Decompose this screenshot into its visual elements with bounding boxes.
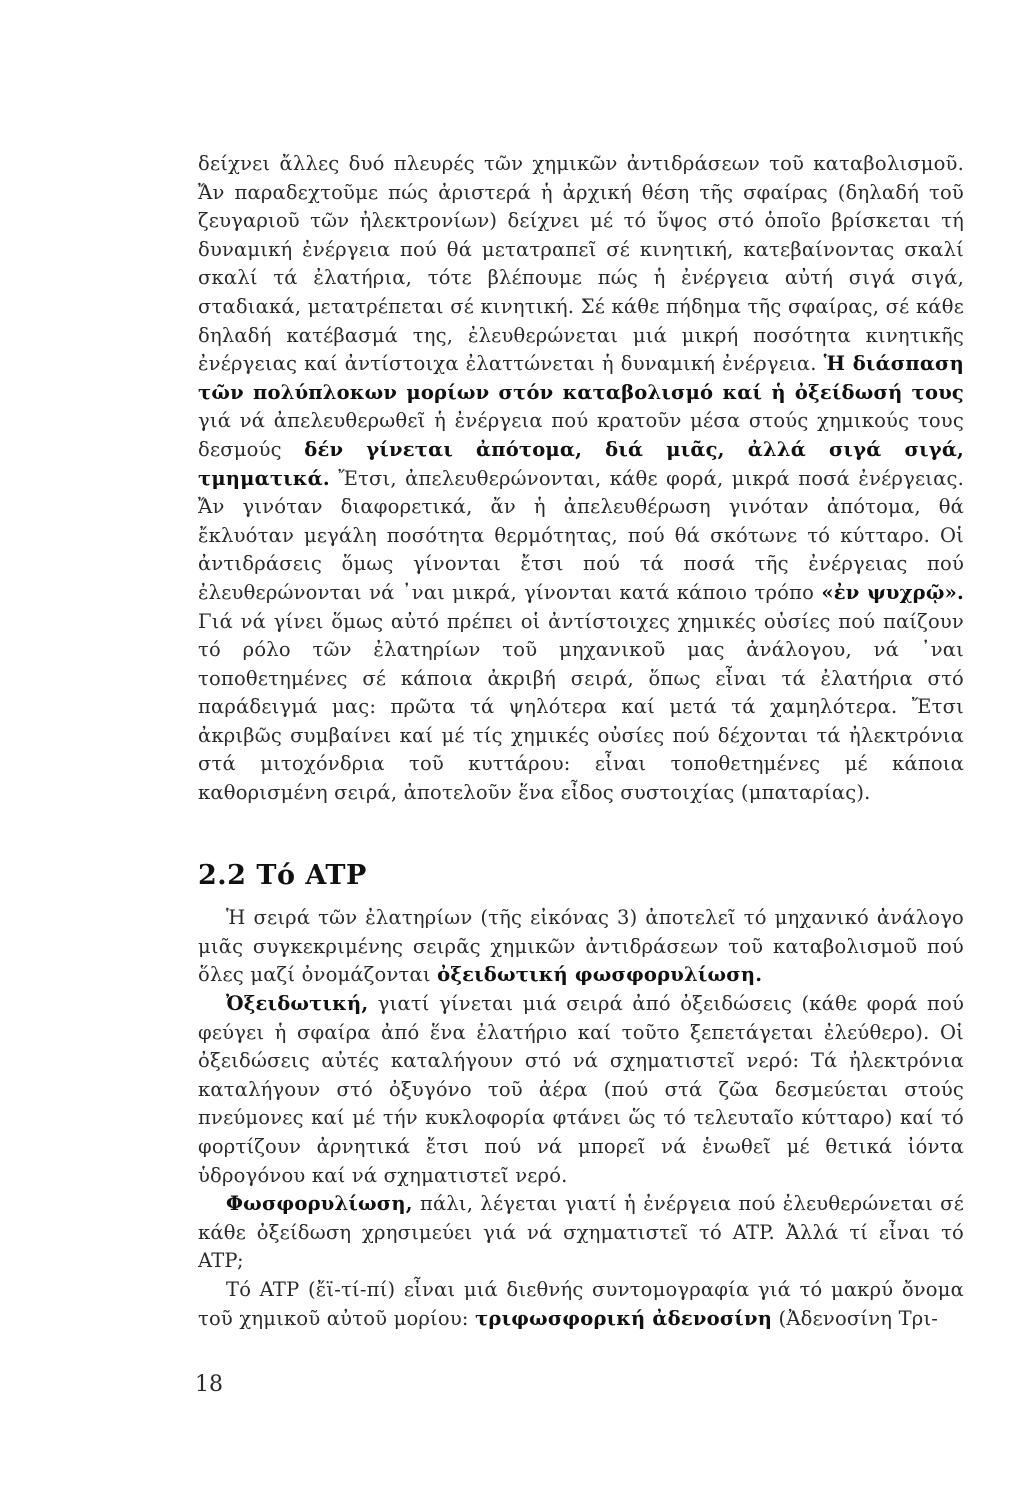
paragraph-catabolism: [198, 150, 964, 808]
bold-run: δέν γίνεται ἀπότομα, διά μιᾶς, ἀλλά σιγά σιγά, τμηματικά.: [198, 437, 965, 490]
bold-run: τριφωσφορική ἀδενοσίνη: [475, 1306, 773, 1330]
bold-run: Φωσφορυλίωση,: [226, 1192, 413, 1216]
bold-run: Ὀξειδωτική,: [226, 992, 369, 1016]
text-run: γιατί γίνεται μιά σειρά ἀπό ὀξειδώσεις (κάθε φορά πού φεύγει ἡ σφαίρα ἀπό ἕνα ἐλατήριο καί τοῦτο ξεπετάγεται ἐλεύθερο). Οἱ ὀξειδώσεις αὐτές καταλήγουν στό νά σχηματιστεῖ νερό: Τά ἠλεκτρόνια καταλήγουν στό ὀξυγόνο τοῦ ἀέρα (πού στά ζῶα δεσμεύεται στούς πνεύμονες καί μέ τήν κυκλοφορία φτάνει ὥς τό τελευταῖο κύτταρο) καί τό φορτίζουν ἀρνητικά ἔτσι πού νά μπορεῖ νά ἑνωθεῖ μέ θετικά ἰόντα ὑδρογόνου καί νά σχηματιστεῖ νερό.: [198, 992, 964, 1187]
paragraph-oxidative: [198, 990, 964, 1190]
text-run: Τό ATP (ἔϊ-τί-πί) εἶναι μιά διεθνής συντομογραφία γιά τό μακρύ ὄνομα τοῦ χημικοῦ αὐτοῦ μορίου:: [198, 1277, 964, 1330]
paragraph-atp: [198, 1276, 964, 1333]
text-run: Ἡ σειρά τῶν ἐλατηρίων (τῆς εἰκόνας 3) ἀποτελεῖ τό μηχανικό ἀνάλογο μιᾶς συγκεκριμένης σειρᾶς χημικῶν ἀντιδράσεων τοῦ καταβολισμοῦ πού ὅλες μαζί ὀνομάζονται: [198, 906, 964, 987]
text-run: Γιά νά γίνει ὅμως αὐτό πρέπει οἱ ἀντίστοιχες χημικές οὐσίες πού παίζουν τό ρόλο τῶν ἐλατηρίων τοῦ μηχανικοῦ μας ἀνάλογου, νά ᾿ναι τοποθετημένες σέ κάποια ἀκριβή σειρά, ὅπως εἶναι τά ἐλατήρια στό παράδειγμά μας: πρῶτα τά ψηλότερα καί μετά τά χαμηλότερα. Ἔτσι ἀκριβῶς συμβαίνει καί μέ τίς χημικές οὐσίες πού δέχονται τά ἠλεκτρόνια στά μιτοχόνδρια τοῦ κυττάρου: εἶναι τοποθετημένες μέ κάποια καθορισμένη σειρά, ἀποτελοῦν ἕνα εἶδος συστοιχίας (μπαταρίας).: [198, 609, 964, 805]
paragraph-phosphorylation: [198, 1190, 964, 1276]
paragraph-oxidative-phosphorylation: [198, 904, 964, 990]
text-run: (Ἀδενοσίνη Τρι-: [772, 1306, 939, 1330]
bold-run: ὀξειδωτική φωσφορυλίωση.: [437, 963, 763, 987]
bold-run: «ἐν ψυχρῷ».: [821, 580, 964, 604]
bold-run: Ἡ διάσπαση τῶν πολύπλοκων μορίων στόν καταβολισμό καί ἡ ὀξείδωσή τους: [198, 352, 964, 404]
body-text: [198, 150, 964, 1333]
text-run: πάλι, λέγεται γιατί ἡ ἐνέργεια πού ἐλευθερώνεται σέ κάθε ὀξείδωση χρησιμεύει γιά νά σχηματιστεῖ τό ATP. Ἀλλά τί εἶναι τό ATP;: [198, 1192, 964, 1273]
text-run: δείχνει ἄλλες δυό πλευρές τῶν χημικῶν ἀντιδράσεων τοῦ καταβολισμοῦ. Ἄν παραδεχτοῦμε πώς ἀριστερά ἡ ἀρχική θέση τῆς σφαίρας (δηλαδή τοῦ ζευγαριοῦ τῶν ἠλεκτρονίων) δείχνει μέ τό ὕψος στό ὁποῖο βρίσκεται τή δυναμική ἐνέργεια πού θά μετατραπεῖ σέ κινητική, κατεβαίνοντας σκαλί σκαλί τά ἐλατήρια, τότε βλέπουμε πώς ἡ ἐνέργεια αὐτή σιγά σιγά, σταδιακά, μετατρέπεται σέ κινητική. Σέ κάθε πήδημα τῆς σφαίρας, σέ κάθε δηλαδή κατέβασμά της, ἐλευθερώνεται μιά μικρή ποσότητα κινητικῆς ἐνέργειας καί ἀντίστοιχα ἐλαττώνεται ἡ δυναμική ἐνέργεια.: [198, 152, 964, 376]
text-run: Ἔτσι, ἀπελευθερώνονται, κάθε φορά, μικρά ποσά ἐνέργειας. Ἄν γινόταν διαφορετικά, ἄν ἡ ἀπελευθέρωση γινόταν ἀπότομα, θά ἔκλυόταν μεγάλη ποσότητα θερμότητας, πού θά σκότωνε τό κύτταρο. Οἱ ἀντιδράσεις ὅμως γίνονται ἔτσι πού τά ποσά τῆς ἐνέργειας πού ἐλευθερώνονται νά ᾿ναι μικρά, γίνονται κατά κάποιο τρόπο: [198, 466, 964, 604]
section-heading: 2.2 Τό ATP: [198, 859, 367, 891]
text-run: γιά νά ἀπελευθερωθεῖ ἡ ἐνέργεια πού κρατοῦν μέσα στούς χημικούς τους δεσμούς: [198, 409, 964, 461]
page-number: 18: [195, 1372, 223, 1397]
